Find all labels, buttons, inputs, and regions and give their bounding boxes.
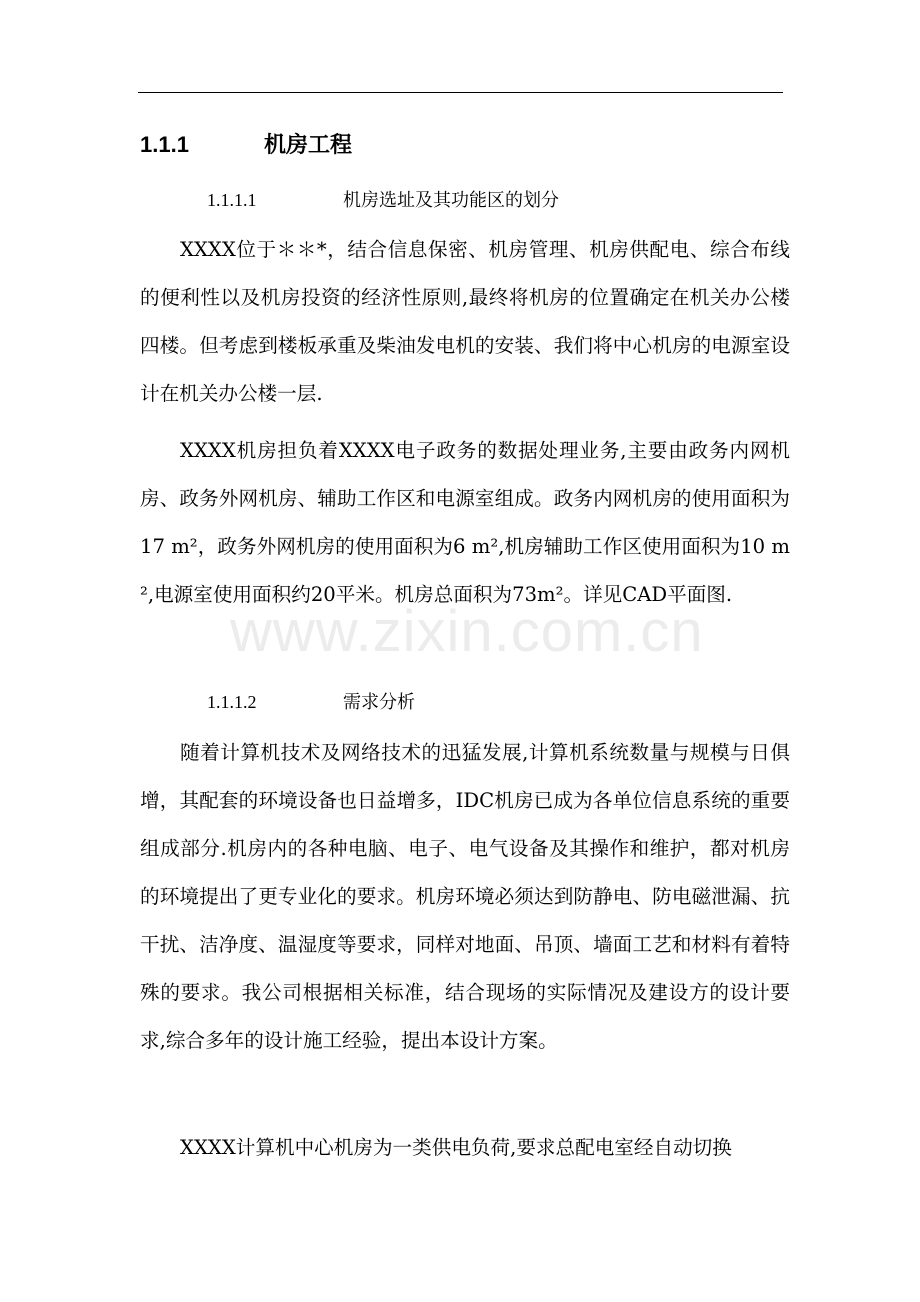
paragraph-power-supply: XXXX计算机中心机房为一类供电负荷,要求总配电室经自动切换 xyxy=(180,1136,732,1159)
subsection-title-2: 需求分析 xyxy=(343,692,415,713)
paragraph-requirements: 随着计算机技术及网络技术的迅猛发展,计算机系统数量与规模与日俱增，其配套的环境设备也日益增多，IDC机房已成为各单位信息系统的重要组成部分.机房内的各种电脑、电子、电气设备及其操作和维护，都对机房的环境提出了更专业化的要求。机房环境必须达到防静电、防电磁泄漏、抗干扰、洁净度、温湿度等要求，同样对地面、吊顶、墙面工艺和材料有着特殊的要求。我公司根据相关标准，结合现场的实际情况及建设方的设计要求,综合多年的设计施工经验，提出本设计方案。 xyxy=(140,741,790,1052)
subsection-heading-2 xyxy=(207,688,415,714)
section-number: 1.1.1 xyxy=(140,132,189,157)
section-heading xyxy=(140,128,352,159)
paragraph-room-areas: XXXX机房担负着XXXX电子政务的数据处理业务,主要由政务内网机房、政务外网机房、辅助工作区和电源室组成。政务内网机房的使用面积为17 m²，政务外网机房的使用面积为6 m²,机房辅助工作区使用面积为10 m²,电源室使用面积约20平米。机房总面积为73m²。详见CAD平面图. xyxy=(140,439,790,606)
header-rule xyxy=(138,92,783,93)
subsection-number-2: 1.1.1.2 xyxy=(207,692,257,712)
paragraph-site-selection: XXXX位于＊＊*，结合信息保密、机房管理、机房供配电、综合布线的便利性以及机房投资的经济性原则,最终将机房的位置确定在机关办公楼四楼。但考虑到楼板承重及柴油发电机的安装、我们将中心机房的电源室设计在机关办公楼一层. xyxy=(140,238,790,405)
subsection-title-1: 机房选址及其功能区的划分 xyxy=(343,190,559,211)
subsection-number-1: 1.1.1.1 xyxy=(207,190,257,210)
subsection-heading-1 xyxy=(207,186,559,212)
section-title: 机房工程 xyxy=(264,132,353,157)
watermark: www.zixin.com.cn xyxy=(230,599,704,664)
